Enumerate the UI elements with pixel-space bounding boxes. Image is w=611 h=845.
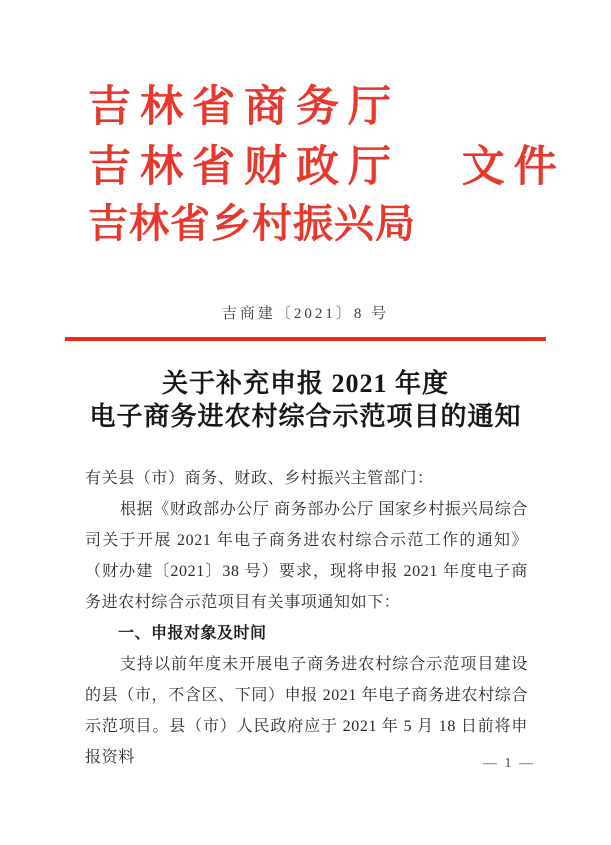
page-number: — 1 —	[483, 756, 535, 771]
red-divider-rule	[65, 337, 546, 341]
document-title	[0, 367, 611, 433]
paragraph-basis: 根据《财政部办公厅 商务部办公厅 国家乡村振兴局综合司关于开展 2021 年电子商务进农村综合示范工作的通知》（财办建〔2021〕38 号）要求，现将申报 2021 年度电子商务进农村综合示范项目有关事项通知如下：	[85, 501, 528, 611]
letterhead-doc-word: 文件	[461, 144, 566, 191]
letterhead-org-finance-row	[88, 142, 566, 194]
document-title-line-2: 电子商务进农村综合示范项目的通知	[89, 402, 522, 431]
paragraph-application: 支持以前年度未开展电子商务进农村综合示范项目建设的县（市，不含区、下同）申报 2021 年电子商务进农村综合示范项目。县（市）人民政府应于 2021 年 5 月 18 日前将申报资料	[85, 656, 528, 766]
document-number: 吉商建〔2021〕8 号	[221, 306, 390, 322]
letterhead	[88, 82, 566, 247]
section-heading-1: 一、申报对象及时间	[118, 625, 267, 642]
document-title-line-1: 关于补充申报 2021 年度	[161, 369, 449, 398]
document-body	[85, 463, 528, 773]
letterhead-org-commerce: 吉林省商务厅	[88, 84, 400, 131]
letterhead-org-rural-revitalization: 吉林省乡村振兴局	[88, 201, 416, 246]
letterhead-org-finance: 吉林省财政厅	[88, 144, 400, 191]
salutation: 有关县（市）商务、财政、乡村振兴主管部门：	[85, 470, 434, 487]
